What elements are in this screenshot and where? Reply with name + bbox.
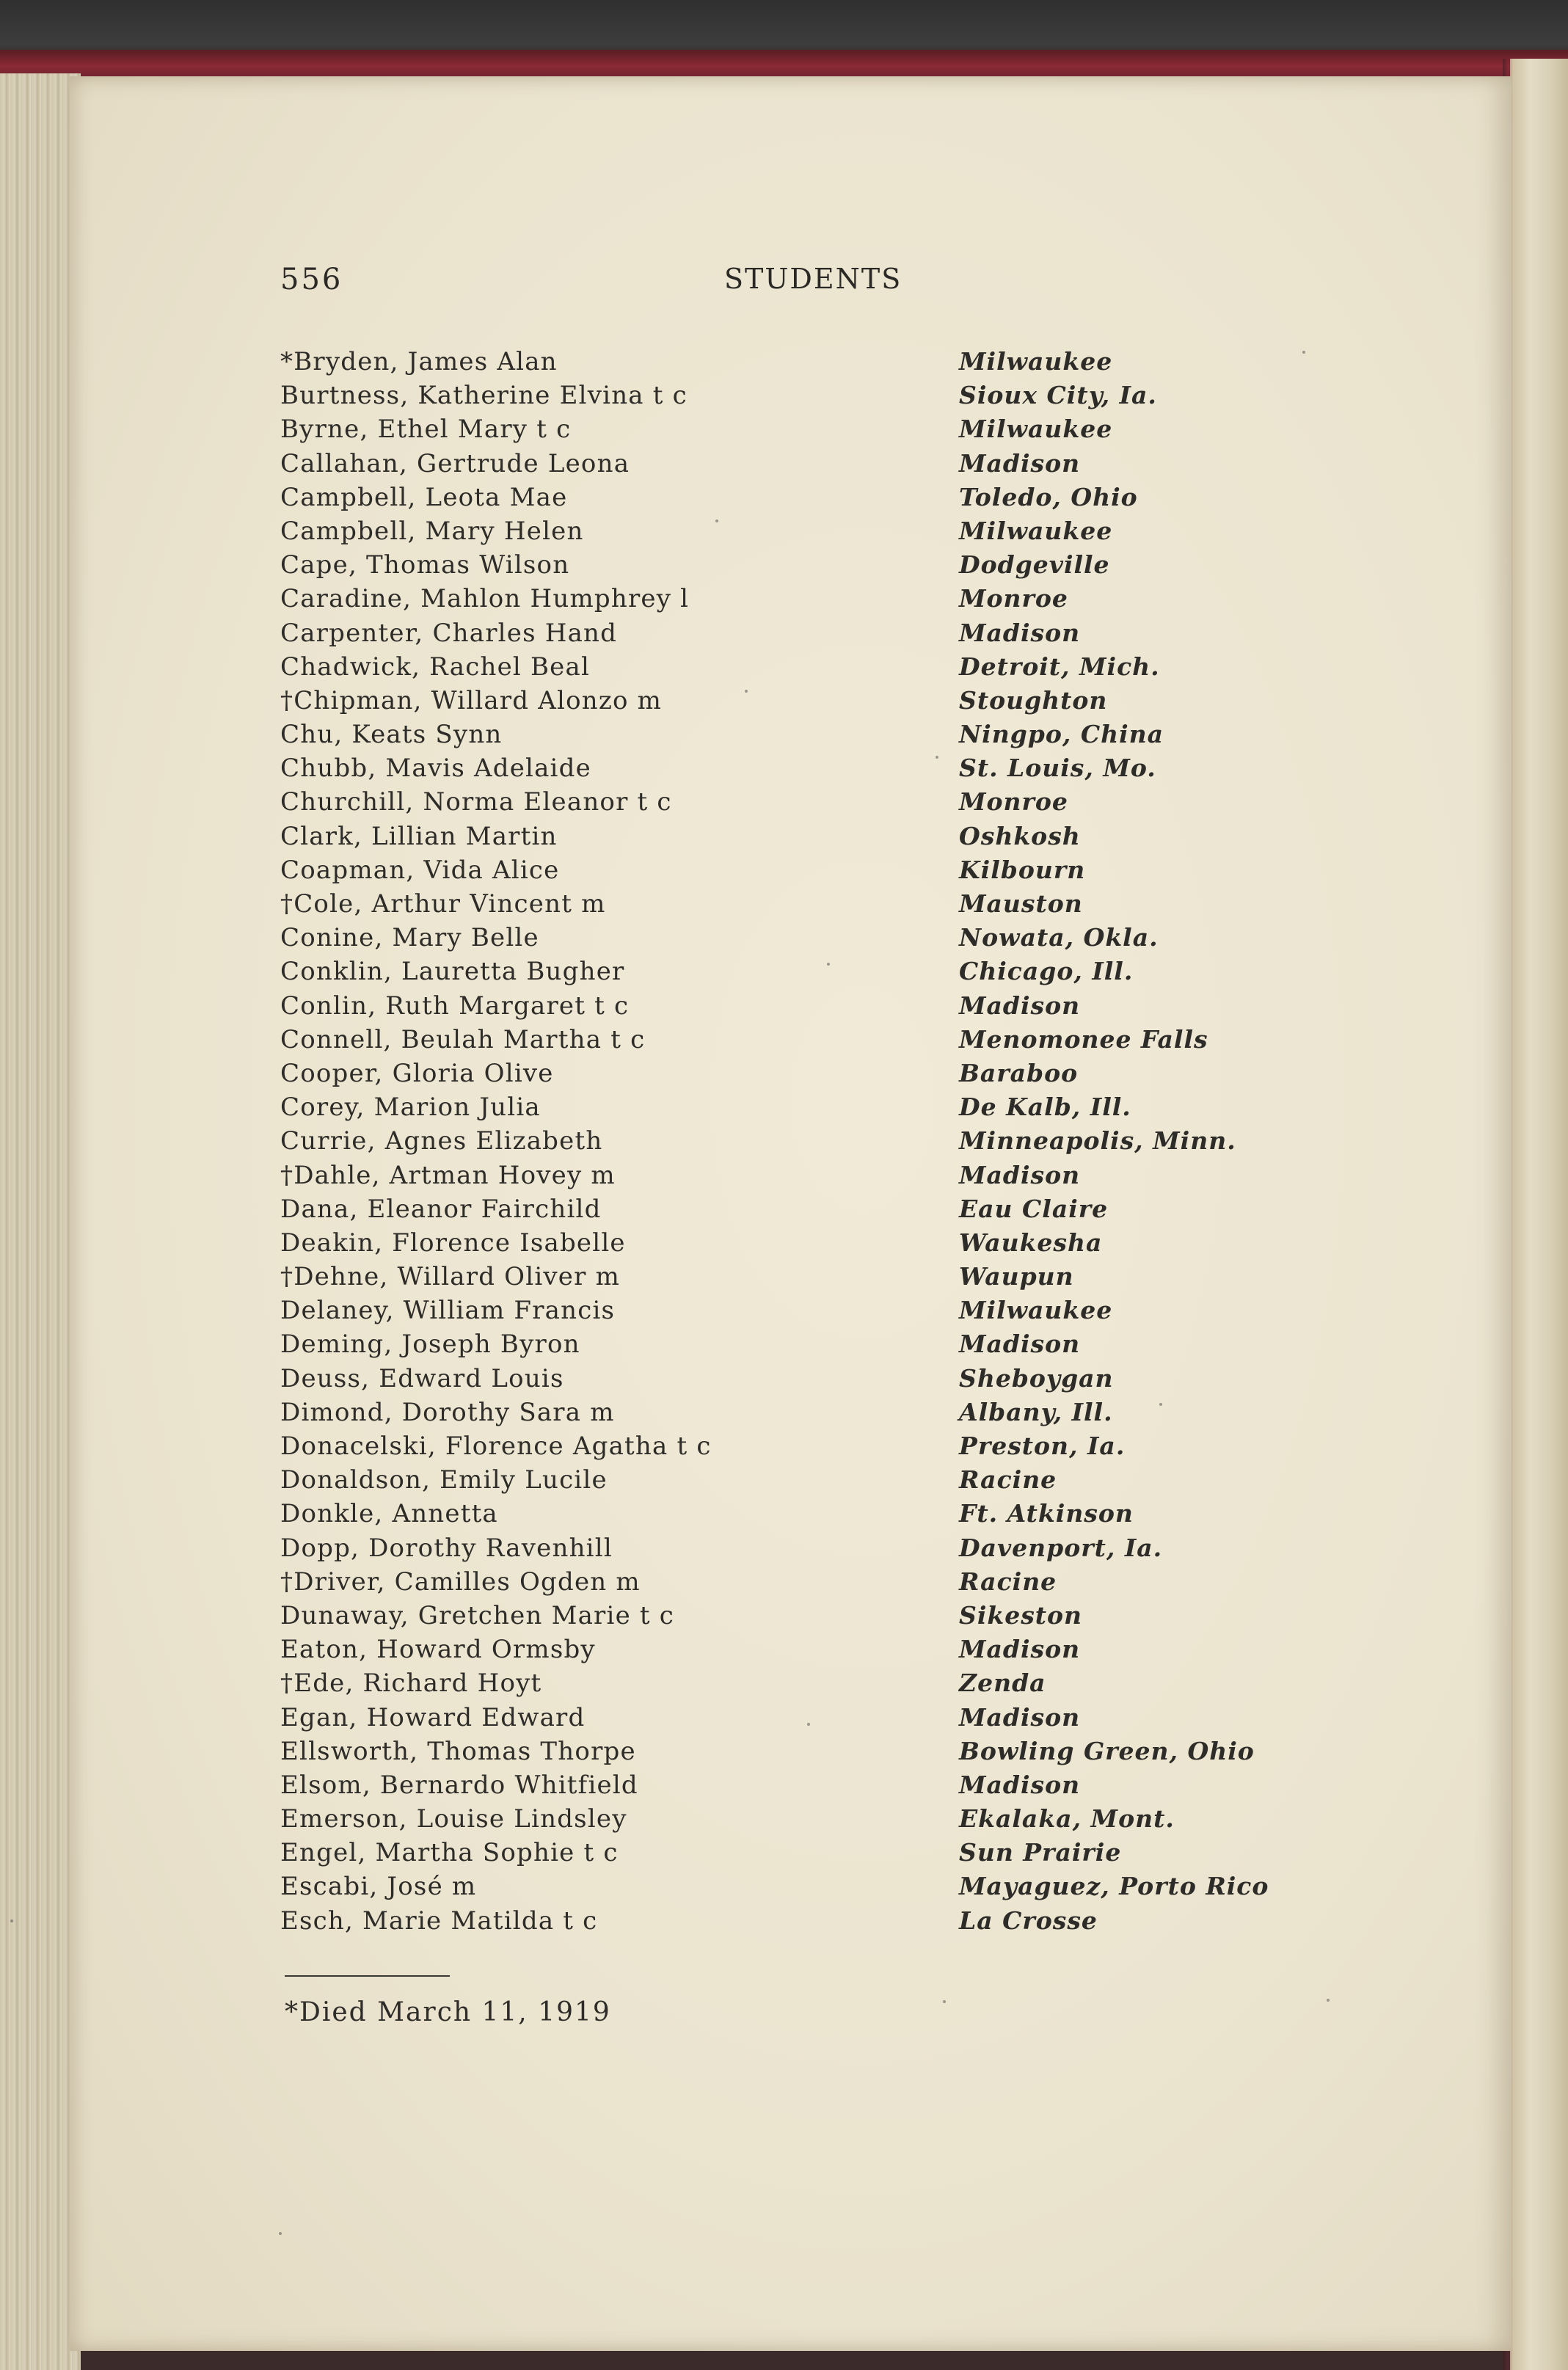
student-hometown: La Crosse [959,1906,1098,1935]
student-name: †Ede, Richard Hoyt [280,1669,542,1699]
student-name: Donaldson, Emily Lucile [280,1465,608,1495]
student-name: Campbell, Leota Mae [280,482,568,512]
student-entry [280,1904,1322,1938]
student-hometown: Mauston [959,889,1083,918]
print-speck [10,1919,13,1922]
student-hometown: Albany, Ill. [959,1397,1113,1426]
student-name: Dimond, Dorothy Sara m [280,1397,615,1427]
student-entry [280,345,1322,379]
student-hometown: Waukesha [959,1228,1103,1257]
student-name: Caradine, Mahlon Humphrey l [280,584,690,614]
print-speck [936,756,938,759]
student-name: Conine, Mary Belle [280,923,539,953]
student-hometown: Madison [959,618,1081,647]
student-name: Corey, Marion Julia [280,1093,541,1123]
student-entry [280,650,1322,684]
student-hometown: St. Louis, Mo. [959,754,1156,783]
student-name: Dunaway, Gretchen Marie t c [280,1600,675,1630]
student-name: Conklin, Lauretta Bugher [280,957,625,987]
student-entry [280,1565,1322,1599]
student-hometown: De Kalb, Ill. [959,1093,1131,1122]
student-entry [280,1497,1322,1531]
student-entry [280,921,1322,955]
student-entry [280,379,1322,412]
student-entry [280,1090,1322,1124]
student-name: Emerson, Louise Lindsley [280,1804,627,1834]
student-name: †Driver, Camilles Ogden m [280,1567,641,1597]
student-name: Deuss, Edward Louis [280,1363,564,1393]
student-hometown: Madison [959,1770,1081,1799]
student-name: Dopp, Dorothy Ravenhill [280,1533,613,1563]
student-name: Currie, Agnes Elizabeth [280,1126,603,1156]
student-entry [280,1294,1322,1327]
student-entry [280,1735,1322,1768]
student-name: Burtness, Katherine Elvina t c [280,381,688,411]
student-name: Chadwick, Rachel Beal [280,652,591,682]
student-hometown: Ft. Atkinson [959,1499,1134,1528]
student-hometown: Davenport, Ia. [959,1533,1163,1562]
student-name: Clark, Lillian Martin [280,821,558,851]
student-name: Byrne, Ethel Mary t c [280,415,572,445]
print-speck [1327,1999,1330,2002]
student-name: †Dahle, Artman Hovey m [280,1160,616,1190]
student-name: Donkle, Annetta [280,1499,498,1529]
page-number: 556 [280,263,343,296]
student-name: Dana, Eleanor Fairchild [280,1194,602,1224]
student-hometown: Stoughton [959,685,1108,715]
student-name: Connell, Beulah Martha t c [280,1024,646,1054]
footnote: *Died March 11, 1919 [285,1997,611,2027]
student-entry [280,1192,1322,1226]
student-entry [280,1701,1322,1735]
student-name: †Chipman, Willard Alonzo m [280,685,663,715]
student-hometown: Monroe [959,787,1068,817]
student-hometown: Sioux City, Ia. [959,381,1157,410]
student-name: Chubb, Mavis Adelaide [280,754,591,784]
print-speck [715,519,718,522]
student-name: Eaton, Howard Ormsby [280,1635,596,1665]
student-entry [280,1226,1322,1260]
student-hometown: Sheboygan [959,1363,1114,1393]
student-name: *Bryden, James Alan [280,347,558,376]
student-hometown: Detroit, Mich. [959,652,1160,681]
print-speck [745,690,748,693]
student-entry [280,955,1322,988]
student-name: Engel, Martha Sophie t c [280,1838,619,1868]
student-entry [280,1396,1322,1429]
student-hometown: Menomonee Falls [959,1024,1208,1054]
running-head: STUDENTS [724,263,902,295]
student-hometown: Racine [959,1465,1057,1495]
student-name: Ellsworth, Thomas Thorpe [280,1736,636,1766]
student-hometown: Milwaukee [959,1296,1113,1325]
student-name: †Dehne, Willard Oliver m [280,1262,621,1292]
student-name: Campbell, Mary Helen [280,516,584,546]
print-speck [943,2000,946,2003]
student-entry [280,1836,1322,1870]
student-hometown: Baraboo [959,1058,1079,1087]
student-hometown: Sun Prairie [959,1838,1122,1867]
student-entry [280,1362,1322,1396]
student-entry [280,1023,1322,1057]
student-name: Deakin, Florence Isabelle [280,1228,626,1258]
print-speck [1302,351,1305,354]
student-name: Cooper, Gloria Olive [280,1058,554,1088]
student-hometown: Madison [959,448,1081,478]
student-name: Carpenter, Charles Hand [280,618,618,648]
student-name: Churchill, Norma Eleanor t c [280,787,672,817]
print-speck [827,963,830,966]
student-hometown: Milwaukee [959,516,1113,545]
student-entry [280,1327,1322,1361]
footnote-rule [285,1975,450,1977]
student-name: Escabi, José m [280,1872,477,1902]
student-hometown: Toledo, Ohio [959,482,1138,511]
student-entry [280,1768,1322,1802]
student-name: Delaney, William Francis [280,1296,616,1326]
student-hometown: Minneapolis, Minn. [959,1126,1236,1156]
student-hometown: Ekalaka, Mont. [959,1804,1175,1834]
student-entry [280,548,1322,582]
student-entry [280,1463,1322,1497]
student-entry [280,718,1322,751]
student-hometown: Kilbourn [959,855,1086,884]
student-hometown: Milwaukee [959,415,1113,444]
student-name: Coapman, Vida Alice [280,855,560,885]
student-entry [280,989,1322,1023]
student-hometown: Oshkosh [959,821,1081,850]
print-speck [279,2232,282,2235]
student-hometown: Zenda [959,1669,1046,1698]
student-name: Elsom, Bernardo Whitfield [280,1770,638,1800]
student-hometown: Sikeston [959,1600,1083,1630]
student-entry [280,1159,1322,1192]
student-name: Deming, Joseph Byron [280,1330,580,1360]
student-entry [280,820,1322,853]
student-name: Egan, Howard Edward [280,1702,586,1732]
student-entry [280,1057,1322,1090]
student-name: Cape, Thomas Wilson [280,550,570,580]
page-stack-edge [0,73,81,2370]
student-entry [280,1260,1322,1294]
student-entry [280,616,1322,650]
student-hometown: Racine [959,1567,1057,1596]
student-entry [280,887,1322,921]
student-entry [280,785,1322,819]
student-entry [280,412,1322,446]
student-hometown: Ningpo, China [959,720,1164,749]
student-hometown: Madison [959,991,1081,1020]
book-cover-edge [0,50,1568,79]
student-hometown: Mayaguez, Porto Rico [959,1872,1269,1901]
student-entry [280,751,1322,785]
student-entry [280,514,1322,548]
student-name: †Cole, Arthur Vincent m [280,889,606,919]
page-header [280,263,1322,307]
facing-page-edge [1510,59,1568,2370]
student-entry [280,1124,1322,1158]
student-list [280,345,1322,1938]
student-entry [280,1633,1322,1666]
student-hometown: Dodgeville [959,550,1110,580]
student-hometown: Eau Claire [959,1194,1109,1223]
student-hometown: Madison [959,1702,1081,1732]
student-entry [280,1870,1322,1903]
print-speck [1159,1403,1162,1406]
student-hometown: Waupun [959,1262,1074,1291]
student-entry [280,582,1322,616]
student-name: Donacelski, Florence Agatha t c [280,1432,712,1461]
student-entry [280,1531,1322,1565]
student-name: Conlin, Ruth Margaret t c [280,991,630,1021]
student-name: Esch, Marie Matilda t c [280,1906,598,1936]
print-speck [807,1723,810,1726]
student-hometown: Nowata, Okla. [959,923,1159,952]
student-hometown: Madison [959,1330,1081,1359]
student-entry [280,447,1322,481]
student-entry [280,481,1322,514]
student-entry [280,684,1322,718]
student-hometown: Madison [959,1635,1081,1664]
student-hometown: Chicago, Ill. [959,957,1134,986]
student-name: Callahan, Gertrude Leona [280,448,630,478]
student-hometown: Milwaukee [959,347,1113,376]
student-hometown: Preston, Ia. [959,1432,1126,1460]
student-entry [280,853,1322,887]
student-entry [280,1666,1322,1700]
student-hometown: Bowling Green, Ohio [959,1736,1255,1765]
student-entry [280,1802,1322,1836]
student-hometown: Monroe [959,584,1068,613]
student-entry [280,1429,1322,1463]
student-hometown: Madison [959,1160,1081,1189]
student-entry [280,1599,1322,1633]
student-name: Chu, Keats Synn [280,720,503,750]
